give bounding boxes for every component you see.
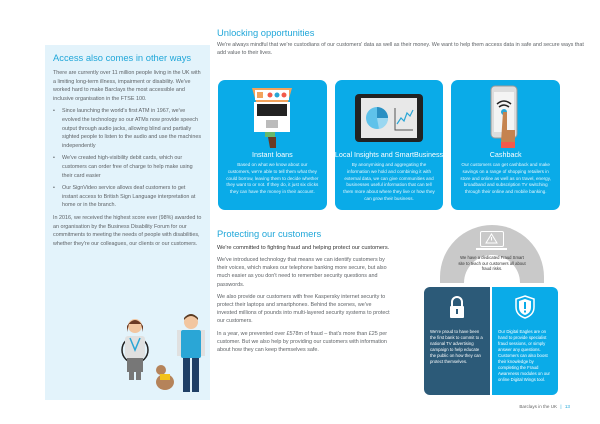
tablet-chart-icon (349, 88, 429, 158)
fraud-smart-text: We have a dedicated Fraud Smart site to teach our customers all about fraud risks. (458, 255, 526, 272)
card-description: Our customers can get cashback and make savings on a range of shopping retailers in store and online as well as on travel, energy, broadband and subscription TV switching through their online and mobile banking. (460, 162, 551, 195)
tv-campaign-box (424, 287, 490, 395)
award-text: In 2016, we received the highest score ever (98%) awarded to an organisation by the Business Disability Forum for our commitments to meeting the needs of people with disabilities, whether they're our colleagues, our clients or our customers. (53, 214, 202, 247)
contactless-phone-icon (481, 82, 531, 152)
laptop-icon (242, 82, 302, 152)
card-title: Cashback (489, 150, 522, 159)
people-illustration-icon (105, 310, 210, 400)
unlocking-section (217, 27, 587, 57)
digital-eagles-text: Our Digital Eagles are on hand to provide specialist fraud sessions, or simply answer any questions. Customers can also boost their knowledge by completing the Fraud Awareness modules on our online Digital Wings tool. (498, 329, 550, 382)
footer-separator: | (560, 404, 562, 409)
shield-alert-icon (515, 295, 535, 319)
unlocking-intro: We're always mindful that we're custodians of our customers' data as well as their money. We want to help them access data in safe and secure ways that add value to their lives. (217, 42, 584, 56)
protecting-paragraph: We also provide our customers with free Kaspersky internet security to protect their laptops and smartphones. Behind the scenes, we've invested millions of pounds into multi-layered security systems to protect our customers. (217, 293, 390, 325)
warning-laptop-icon (480, 231, 504, 247)
protecting-paragraph: We've introduced technology that means we can identify customers by their voices, which makes our telephone banking more secure, but also much easier as you don't need to remember security questions and passwords. (217, 257, 387, 288)
unlocking-heading: Unlocking opportunities (217, 27, 315, 38)
card-description: By anonymising and aggregating the information we hold and combining it with external data, we can give communities and businesses useful information that can tell them more about where they live or how they can grow their business. (343, 162, 435, 201)
card-cashback (451, 80, 560, 210)
warning-icon (481, 232, 502, 245)
tv-campaign-text: We're proud to have been the first bank to commit to a national TV advertising campaign to help educate the public on how they can protect themselves. (430, 329, 483, 364)
digital-eagles-box (492, 287, 558, 395)
card-title: Local Insights and SmartBusiness (334, 150, 444, 159)
protecting-lead: We're committed to fighting fraud and helping protect our customers. (217, 245, 390, 251)
card-local-insights (335, 80, 444, 210)
accessibility-panel (45, 45, 210, 400)
footer-label: Barclays in the UK (519, 404, 558, 409)
opportunity-cards (218, 80, 560, 210)
padlock-icon (448, 295, 466, 319)
bullet-debit-cards: • We've created high-visibility debit cards, which our customers can order free of charge to help make using their card easier (53, 154, 202, 180)
protecting-paragraph: In a year, we prevented over £578m of fraud – that's more than £25 per customer. But we also help by providing our customers with information about how they can keep themselves safe. (217, 330, 388, 354)
card-title: Instant loans (251, 150, 293, 159)
accessibility-heading: Access also comes in other ways (53, 52, 192, 63)
fraud-graphic (412, 225, 572, 395)
protecting-section (217, 228, 392, 358)
page-number: 13 (564, 404, 570, 409)
protecting-heading: Protecting our customers (217, 228, 322, 239)
page-footer (519, 404, 570, 409)
accessibility-bullets (53, 107, 202, 210)
card-instant-loans (218, 80, 327, 210)
card-description: Based on what we know about our customers, we're able to tell them what they could borrow, leaving them to decide whether they want to or not. If they do, it just six clicks they can have the money in their account. (226, 162, 319, 195)
accessibility-intro: There are currently over 11 million people living in the UK with a limiting long-term illness, impairment or disability. We've worked hard to make Barclays the most accessible and inclusive organisation in the FTSE 100. (53, 70, 201, 102)
bullet-atm: • Since launching the world's first ATM in 1967, we've evolved the technology so our ATMs now provide speech output through audio jacks, allowing blind and partially sighted people to listen to the audio and use the machines independently (53, 107, 202, 150)
bullet-signvideo: • Our SignVideo service allows deaf customers to get instant access to British Sign Language interpretation at home or in the branch. (53, 184, 202, 210)
